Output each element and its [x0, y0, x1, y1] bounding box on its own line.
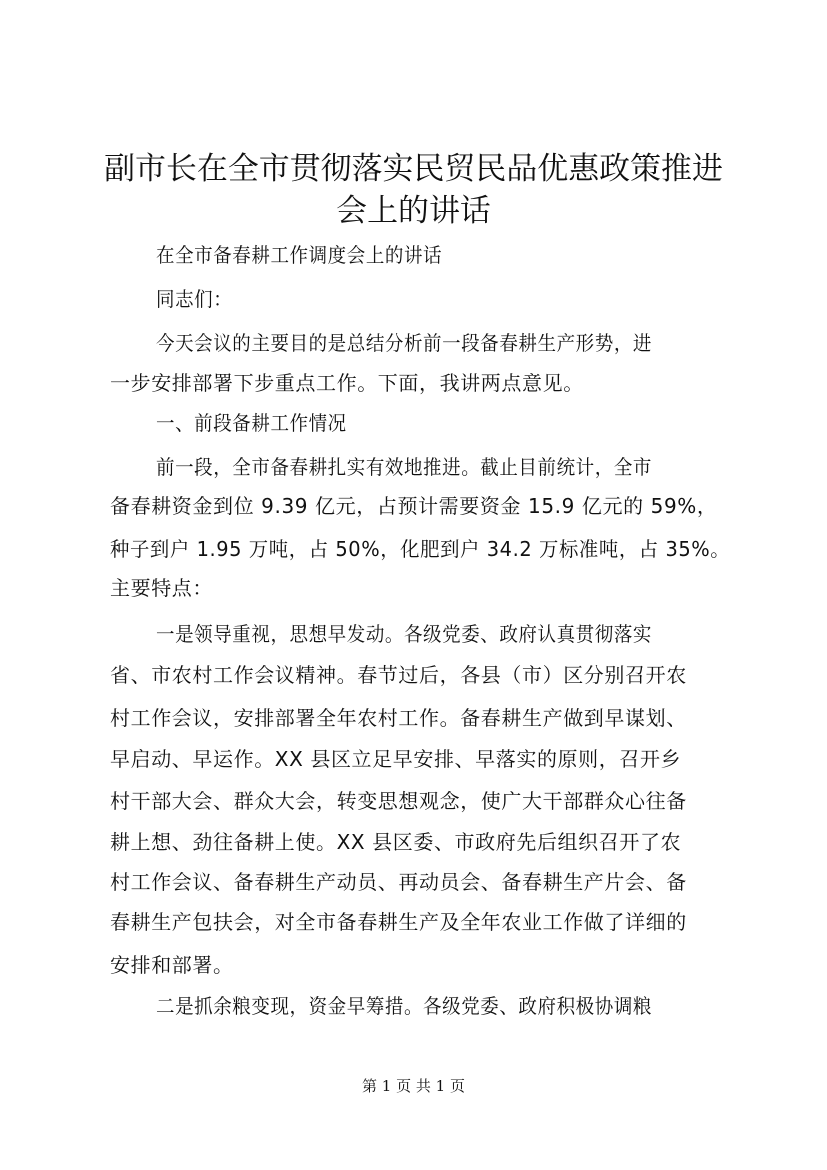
body-line: 一是领导重视，思想早发动。各级党委、政府认真贯彻落实 — [156, 622, 652, 646]
body-line: 一步安排部署下步重点工作。下面，我讲两点意见。 — [110, 371, 584, 395]
body-line: 主要特点： — [110, 576, 213, 600]
body-line: 备春耕资金到位 9.39 亿元，占预计需要资金 15.9 亿元的 59%， — [110, 494, 718, 518]
salutation: 同志们： — [156, 287, 233, 311]
body-line: 二是抓余粮变现，资金早筹措。各级党委、政府积极协调粮 — [156, 994, 652, 1018]
body-line: 村工作会议、备春耕生产动员、再动员会、备春耕生产片会、备 — [110, 870, 687, 894]
body-line: 耕上想、劲往备耕上使。XX 县区委、市政府先后组织召开了农 — [110, 830, 682, 854]
body-line: 春耕生产包扶会，对全市备春耕生产及全年农业工作做了详细的 — [110, 910, 687, 934]
speech-subtitle: 在全市备春耕工作调度会上的讲话 — [156, 243, 443, 267]
document-title-line-1: 副市长在全市贯彻落实民贸民品优惠政策推进 — [104, 151, 723, 187]
section-heading: 一、前段备耕工作情况 — [156, 411, 347, 435]
body-line: 前一段，全市备春耕扎实有效地推进。截止目前统计，全市 — [156, 455, 652, 479]
page-number-footer: 第 1 页 共 1 页 — [362, 1077, 465, 1095]
body-line: 村工作会议，安排部署全年农村工作。备春耕生产做到早谋划、 — [110, 706, 687, 730]
body-line: 今天会议的主要目的是总结分析前一段备春耕生产形势，进 — [156, 331, 652, 355]
body-line: 安排和部署。 — [110, 953, 234, 977]
body-line: 村干部大会、群众大会，转变思想观念，使广大干部群众心往备 — [110, 789, 687, 813]
body-line: 种子到户 1.95 万吨，占 50%，化肥到户 34.2 万标准吨，占 35%。 — [110, 537, 731, 561]
document-title-line-2: 会上的讲话 — [336, 193, 491, 229]
body-line: 早启动、早运作。XX 县区立足早安排、早落实的原则，召开乡 — [110, 747, 682, 771]
body-line: 省、市农村工作会议精神。春节过后，各县（市）区分别召开农 — [110, 663, 687, 687]
